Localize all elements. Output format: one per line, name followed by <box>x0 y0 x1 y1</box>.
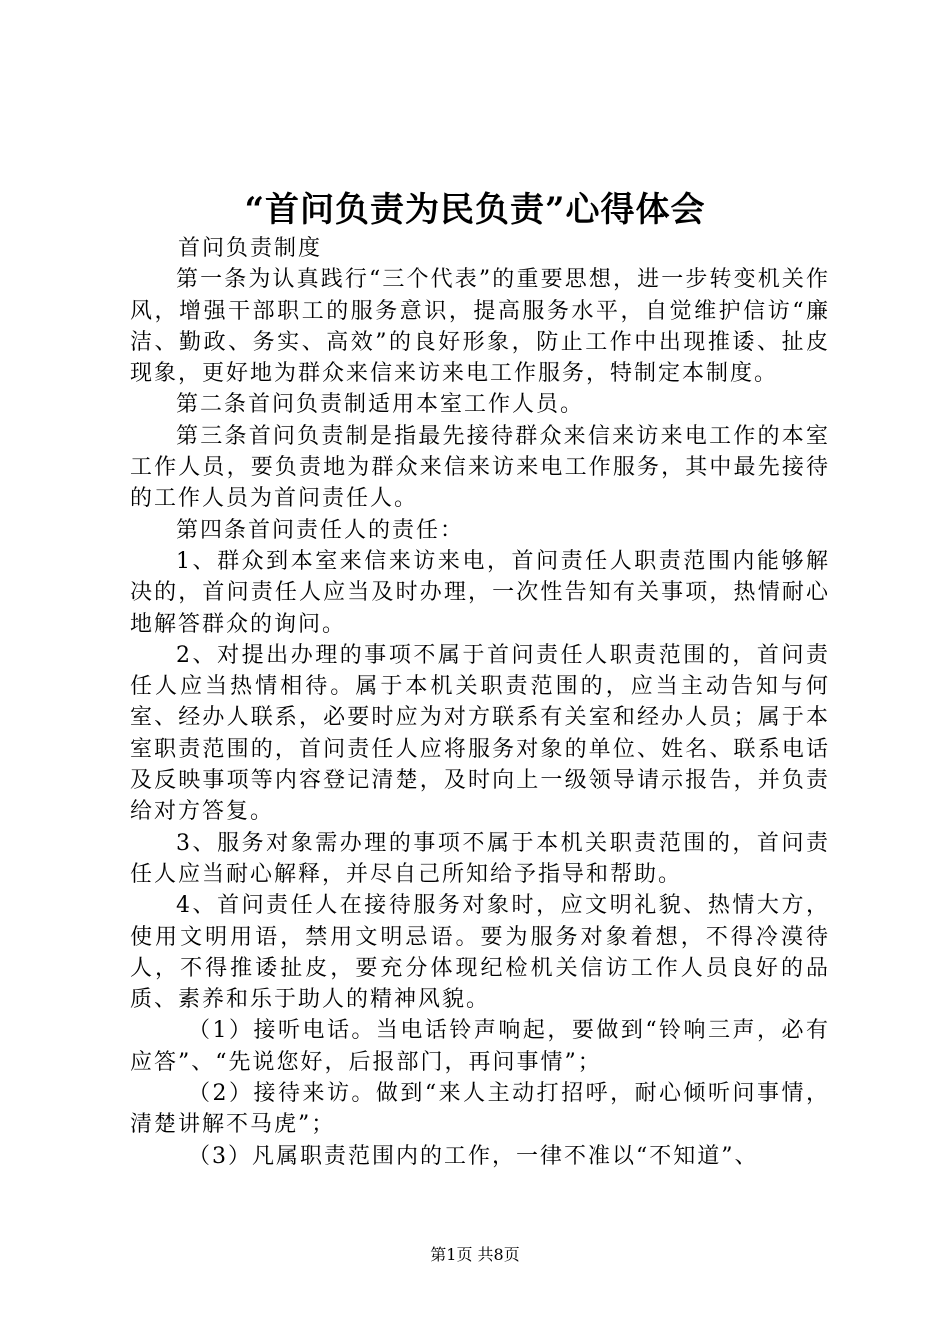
paragraph-article-2: 第二条首问负责制适用本室工作人员。 <box>176 392 585 418</box>
paragraph-article-3: 第三条首问负责制是指最先接待群众来信来访来电工作的本室工作人员，要负责地为群众来信来访来电工作服务，其中最先接待的工作人员为首问责任人。 <box>130 423 830 512</box>
paragraph-subitem-1: （1）接听电话。当电话铃声响起，要做到“铃响三声，必有应答”、“先说您好，后报部门，再问事情”； <box>130 1018 830 1075</box>
paragraph-article-1: 第一条为认真践行“三个代表”的重要思想，进一步转变机关作风，增强干部职工的服务意识，提高服务水平，自觉维护信访“廉洁、勤政、务实、高效”的良好形象，防止工作中出现推诿、扯皮现象，更好地为群众来信来访来电工作服务，特制定本制度。 <box>130 267 830 387</box>
section-heading: 首问负责制度 <box>178 236 323 261</box>
paragraph-item-3: 3、服务对象需办理的事项不属于本机关职责范围的，首问责任人应当耐心解释，并尽自己所知给予指导和帮助。 <box>130 830 830 887</box>
paragraph-item-1: 1、群众到本室来信来访来电，首问责任人职责范围内能够解决的，首问责任人应当及时办理，一次性告知有关事项，热情耐心地解答群众的询问。 <box>130 548 830 637</box>
page-number-footer: 第1页 共8页 <box>430 1245 520 1264</box>
paragraph-subitem-2: （2）接待来访。做到“来人主动打招呼，耐心倾听问事情，清楚讲解不马虎”； <box>130 1081 830 1138</box>
paragraph-item-2: 2、对提出办理的事项不属于首问责任人职责范围的，首问责任人应当热情相待。属于本机关职责范围的，应当主动告知与何室、经办人联系，必要时应为对方联系有关室和经办人员；属于本室职责范围的，首问责任人应将服务对象的单位、姓名、联系电话及反映事项等内容登记清楚，及时向上一级领导请示报告，并负责给对方答复。 <box>130 642 830 825</box>
paragraph-item-4: 4、首问责任人在接待服务对象时，应文明礼貌、热情大方，使用文明用语，禁用文明忌语。要为服务对象着想，不得冷漠待人，不得推诿扯皮，要充分体现纪检机关信访工作人员良好的品质、素养和乐于助人的精神风貌。 <box>130 893 830 1013</box>
document-title: “首问负责为民负责”心得体会 <box>244 190 706 230</box>
document-body <box>130 233 830 1172</box>
paragraph-subitem-3: （3）凡属职责范围内的工作，一律不准以“不知道”、 <box>188 1143 759 1169</box>
paragraph-article-4: 第四条首问责任人的责任： <box>176 517 465 543</box>
